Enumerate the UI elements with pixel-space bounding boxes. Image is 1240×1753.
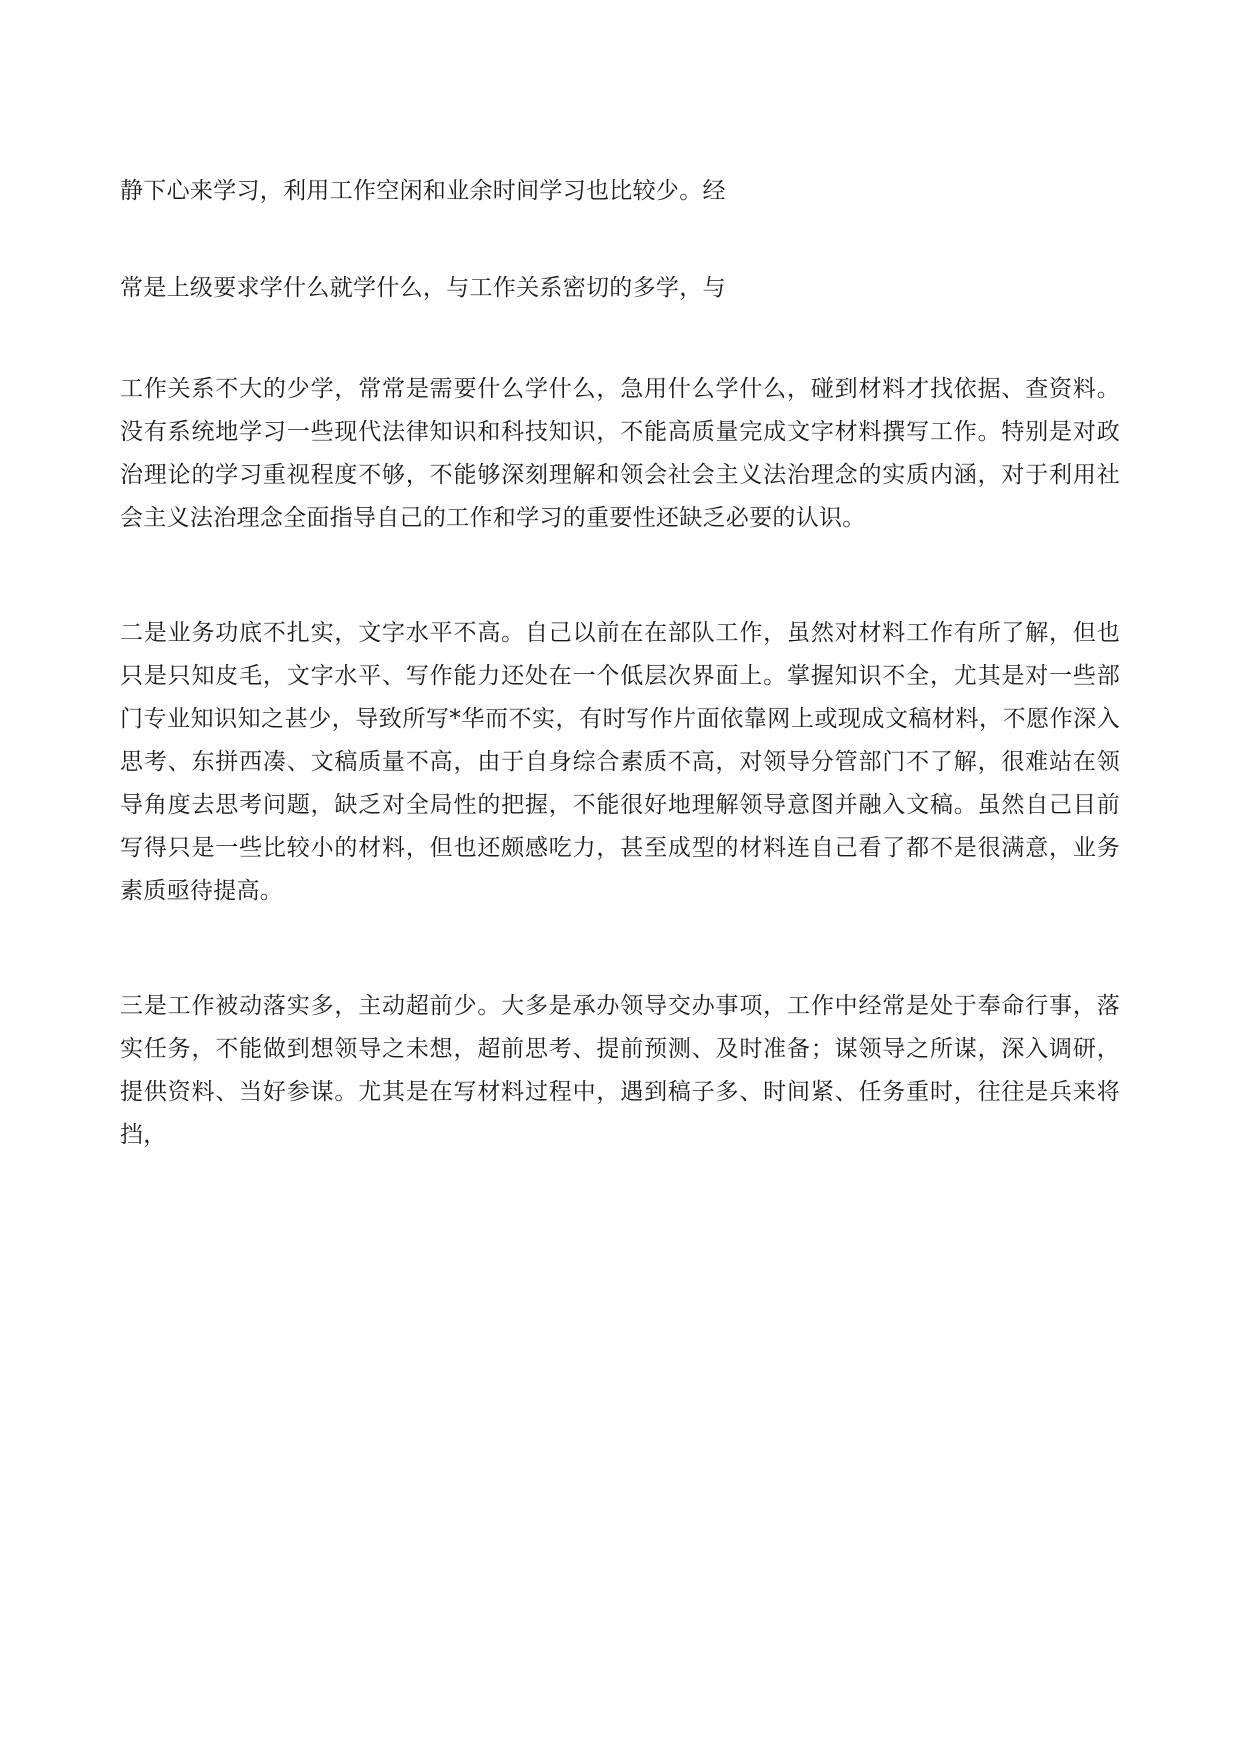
text-line: 静下心来学习，利用工作空闲和业余时间学习也比较少。经 [120, 178, 726, 204]
paragraph: 三是工作被动落实多，主动超前少。大多是承办领导交办事项，工作中经常是处于奉命行事，落实任务，不能做到想领导之未想，超前思考、提前预测、及时准备；谋领导之所谋，深入调研，提供资料、当好参谋。尤其是在写材料过程中，遇到稿子多、时间紧、任务重时，往往是兵来将挡， [120, 993, 1120, 1148]
paragraph: 工作关系不大的少学，常常是需要什么学什么，急用什么学什么，碰到材料才找依据、查资料。没有系统地学习一些现代法律知识和科技知识，不能高质量完成文字材料撰写工作。特别是对政治理论的学习重视程度不够，不能够深刻理解和领会社会主义法治理念的实质内涵，对于利用社会主义法治理念全面指导自己的工作和学习的重要性还缺乏必要的认识。 [120, 376, 1120, 531]
text-line: 常是上级要求学什么就学什么，与工作关系密切的多学，与 [120, 275, 726, 301]
paragraph: 二是业务功底不扎实，文字水平不高。自己以前在在部队工作，虽然对材料工作有所了解，但也只是只知皮毛，文字水平、写作能力还处在一个低层次界面上。掌握知识不全，尤其是对一些部门专业知识知之甚少，导致所写*华而不实，有时写作片面依靠网上或现成文稿材料，不愿作深入思考、东拼西凑、文稿质量不高，由于自身综合素质不高，对领导分管部门不了解，很难站在领导角度去思考问题，缺乏对全局性的把握，不能很好地理解领导意图并融入文稿。虽然自己目前写得只是一些比较小的材料，但也还颇感吃力，甚至成型的材料连自己看了都不是很满意，业务素质亟待提高。 [120, 620, 1120, 904]
